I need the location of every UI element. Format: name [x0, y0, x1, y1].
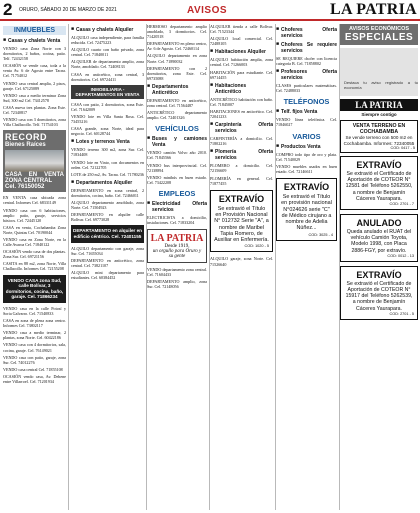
subcategory-heading: ■ Profesores Oferta servicios — [276, 68, 337, 82]
bullet-icon: ■ — [71, 138, 75, 145]
page-number: 2 — [3, 0, 13, 19]
ad-list — [276, 152, 337, 174]
classified-ad: ELECTRICISTA a domicilio, instalaciones. Cel. 71833204 — [147, 214, 207, 225]
bullet-icon: ■ — [147, 199, 151, 206]
ad-list — [210, 136, 273, 146]
ad-list — [3, 195, 66, 271]
promo-tagline: un orgullo para Oruro y su gente — [152, 249, 202, 260]
bullet-icon: ■ — [210, 121, 214, 128]
classified-ad: VENDO casa con 3 dormitorios, zona Villa Challacollo. Telf. 71754103 — [3, 117, 66, 128]
ad-list — [3, 46, 66, 127]
subcategory-heading: ■ Casas y chalets Alquiler — [71, 26, 134, 33]
classified-ad: ALQUILO local comercial. Cel. 72488105 — [210, 36, 273, 47]
column-5 — [276, 24, 337, 510]
notice-code: COD: 3025 - 4 — [308, 232, 333, 237]
lost-notice — [210, 190, 273, 253]
subcategory-heading: ■ Productos Venta — [276, 142, 321, 150]
category-heading: TELÉFONOS — [283, 97, 330, 107]
bullet-icon: ■ — [276, 41, 280, 47]
classified-ad: CASA en anticrético, zona central, 3 dormitorios. Cel. 69724411 — [71, 71, 144, 82]
classified-ad: ALQUILO departamento con garaje, zona Sur. Cel. 71655034 — [71, 245, 144, 256]
dateline: ORURO, SÁBADO 20 DE MARZO DE 2021 — [19, 7, 117, 13]
ad-list — [276, 117, 337, 127]
subcategory-heading: ■ Departamentos Alquiler — [71, 178, 133, 186]
subcategory-heading: ■ Choferes Se requiere servicios — [276, 41, 337, 54]
ad-list — [210, 57, 273, 79]
notice-code: COD: 2701 - 7 — [389, 202, 414, 207]
column-4 — [210, 24, 273, 510]
ad-list — [147, 150, 207, 185]
category-heading: EMPLEOS — [158, 188, 196, 198]
bullet-icon: ■ — [3, 37, 7, 43]
category-heading: VARIOS — [292, 131, 321, 141]
notice-title: ANULADO — [356, 218, 402, 229]
classified-ad: VENDO casa con 4 dormitorios, sala, cocina, garaje. Cel. 76149021 — [3, 342, 66, 353]
classified-ad: VENDO casa central amplia, 2 pisos, garaje. Cel. 67125089 — [3, 80, 66, 91]
column-divider — [68, 24, 69, 510]
classified-ad: LOTE de 250 m2, Av. Tacna. Cel. 71780236 — [71, 171, 144, 177]
classified-ad: ALQUILO garaje, zona Norte. Cel. 71526640 — [210, 256, 273, 267]
notice-code: COD: 1020 - 5 — [244, 244, 269, 249]
classified-ad: VENDO lote en Villa Santa Rosa. Cel. 73455216 — [71, 113, 144, 125]
classified-ad: DEPARTAMENTO en alquiler calle Bolívar. Cel. 69773028 — [71, 212, 144, 223]
notice-code: COD: 2701 - 5 — [389, 311, 414, 316]
ad-list — [147, 24, 207, 81]
classified-ad: VENDO casa con 6 habitaciones, amplio patio, garaje, servicios básicos. Cel. 72445120 — [3, 207, 66, 223]
classified-ad: ALQUILO mini departamento para estudiantes. Cel. 60384452 — [71, 269, 144, 280]
bullet-icon: ■ — [276, 26, 280, 32]
classified-ad: SE REQUIERE chofer con licencia categoría B. Cel. 71858802 — [276, 56, 337, 67]
classified-ad: VENDO casa con patio, garaje, zona Sur. Cel. 74012276 — [3, 354, 66, 365]
classified-ad: VENDO camión Volvo año 2010. Cel. 71845566 — [147, 150, 207, 161]
ad-list — [71, 147, 144, 176]
column-3 — [147, 24, 207, 510]
classified-ad: ANTICRÉTICO habitación con baño. Cel. 71845007 — [210, 96, 273, 107]
ad-list — [210, 256, 273, 266]
ad-list — [71, 35, 144, 82]
highlighted-ad: VENDO CASA zona Sud, calle Bolívar, 3 dormitorios, cocina, baño, garaje. Cel. 71866234 — [3, 275, 66, 303]
bullet-icon: ■ — [147, 135, 151, 142]
column-1 — [3, 24, 66, 510]
banner-label: AVISOS ECONÓMICOS — [348, 26, 410, 32]
classified-ad: DEPARTAMENTO en anticrético, zona central. Cel. 73821107 — [71, 257, 144, 268]
subcategory-heading: ■ Departamentos Anticrético — [147, 82, 189, 96]
classified-ad: CASA nueva tres plantas. Zona Este. Cel. 72340817 — [3, 104, 66, 116]
classified-ad: VENDO casa a medio terminar, 2 plantas, zona Norte. Cel. 60422186 — [3, 330, 66, 341]
category-heading: VEHÍCULOS — [155, 124, 199, 134]
classified-ad: PLOMERO a domicilio. Cel. 72156609 — [210, 163, 273, 174]
column-2 — [71, 24, 144, 510]
notice-body: Se extravió el Certificado de Aportación de COTEOR N° 15917 del Teléfono 5262539, a nombre de Benjamín Cáceres Yaurapara. — [345, 280, 413, 312]
subcategory-heading: ■ Telf. fijos Venta — [276, 108, 318, 116]
classified-ad: DEPARTAMENTO en pleno centro, Av. 6 de Agosto. Cel. 72460114 — [147, 41, 207, 52]
bullet-icon: ■ — [147, 82, 151, 89]
ad-list — [71, 102, 144, 137]
category-heading: INMUEBLES — [3, 26, 66, 35]
notice-title: EXTRAVÍO — [283, 181, 330, 192]
bullet-icon: ■ — [276, 108, 280, 115]
newspaper-logo: LA PATRIA — [329, 1, 417, 18]
subcategory-heading: ■ Lotes y terrenos Venta — [71, 138, 130, 146]
subcategory-heading: ■ Buses y camiones Venta — [147, 135, 207, 149]
classified-ad: CASA en venta, Cochabamba Zona Norte, Quintas Cel. 70190044 — [3, 224, 66, 235]
record-title: RECORD — [5, 132, 48, 143]
notice-title: EXTRAVÍO — [356, 160, 402, 170]
bullet-icon: ■ — [210, 81, 214, 88]
highlighted-ad: DEPARTAMENTO en alquiler en edificio céntrico. Cel. 72401155 — [71, 225, 144, 242]
ad-list — [210, 163, 273, 185]
classified-ad: HERMOSO departamento amplio amoblado, 3 dormitorios. Cel. 71420518 — [147, 24, 207, 40]
classified-ad: HABITACIÓN para estudiante. Cel. 69714455 — [210, 69, 273, 80]
header-divider — [0, 19, 420, 21]
classified-ad: EN VENTA casa ubicada zona central. Informes Cel. 68331149 — [3, 195, 66, 206]
ad-list — [276, 56, 337, 66]
classified-ad: OCASIÓN se vende casa, toda a la venta Av. 6 de Agosto entre Tacna. Cel. 71754012 — [3, 63, 66, 79]
classified-ad: ALQUILO casa independiente, para familia reducida. Cel. 72475223 — [71, 35, 144, 46]
ad-list — [147, 98, 207, 120]
notice-body: Queda anulado el RUAT del vehículo Camión Toyota, Modelo 1998, con Placa 2886-FGY, por extravío. — [346, 229, 412, 254]
newspaper-slogan: Siempre contigo — [361, 112, 397, 117]
subcategory-heading: ■ Electricidad Oferta servicios — [147, 199, 207, 213]
ad-list — [71, 188, 144, 223]
ad-list — [210, 24, 273, 46]
classified-ad: VENDO minibús en buen estado. Cel. 73422208 — [147, 174, 207, 185]
subcategory-heading: ■ Habitaciones Anticrético — [210, 81, 247, 95]
sale-code: COD: 0417 - 5 — [390, 146, 415, 150]
classified-ad: VENDO bus interprovincial. Cel. 72138894 — [147, 162, 207, 173]
ad-list — [71, 246, 144, 281]
sale-body: Se vende terreno con 500 m2 en Cochabamba. Informes: 72340055 — [343, 135, 415, 146]
bullet-icon: ■ — [210, 148, 214, 155]
bullet-icon: ■ — [210, 48, 214, 55]
classified-ad: VENDO terreno 300 m2, zona Sur. Cel. 71834408 — [71, 147, 144, 158]
notice-title: EXTRAVÍO — [356, 269, 402, 280]
section-title: AVISOS — [187, 5, 228, 16]
classified-ad: PLOMERÍA en general. Cel. 71877455 — [210, 175, 273, 186]
page-header — [0, 0, 420, 20]
classified-ad: DEPARTAMENTO con 2 dormitorios, zona Este. Cel. 69735088 — [147, 65, 207, 81]
record-caption: CASA EN VENTA ZONA CENTRAL — [5, 172, 64, 185]
classified-ad: VENDO departamento zona central. Cel. 71604433 — [147, 267, 207, 278]
classified-ad: ANTICRÉTICO departamento amplio. Cel. 72401326 — [147, 110, 207, 121]
notice-code: COD: 0012 - 13 — [387, 253, 414, 258]
classified-ad: DEPARTAMENTO en zona central, 2 dormitorios, cocina, baño. Cel. 72466011 — [71, 187, 144, 198]
subcategory-heading: ■ Habitaciones Alquiler — [210, 48, 266, 56]
classified-ad: CASA grande, zona Norte, ideal para negocio. Cel. 60128744 — [71, 126, 144, 137]
record-ad — [3, 130, 66, 192]
promo-image — [340, 48, 418, 96]
promo-text: Destaca tu aviso registrado a tu economía — [344, 80, 418, 90]
classified-ad: OCASIÓN vendo casa de dos plantas. Zona Sur. Cel. 69721156 — [3, 249, 66, 260]
promo-since: Desde 1919, — [164, 244, 190, 250]
ad-list — [3, 306, 66, 384]
classified-ad: DEPARTAMENTO en anticrético, zona central. Cel. 71564487 — [147, 97, 207, 109]
classified-ad: ALQUILO cuarto con baño privado, zona central. Cel. 71840011 — [71, 47, 144, 58]
bullet-icon: ■ — [276, 142, 280, 149]
classified-ad: VENDO línea telefónica. Cel. 71846027 — [276, 117, 337, 128]
classified-ad: COMPRO todo tipo de oro y plata. Cel. 71540029 — [276, 151, 337, 162]
ad-list — [147, 267, 207, 289]
subcategory-heading: ■ Casas y chalets Venta — [3, 37, 61, 44]
subcategory-heading: ■ Plomería Oferta servicios — [210, 148, 273, 162]
bullet-icon: ■ — [71, 26, 75, 32]
ad-list — [210, 97, 273, 119]
classified-ad: CLASES particulares matemáticas. Cel. 72488033 — [276, 83, 337, 94]
side-notice — [340, 214, 418, 262]
land-sale-ad — [340, 120, 418, 153]
banner-title: ESPECIALES — [344, 32, 414, 43]
special-ads-banner — [340, 24, 418, 45]
classified-ad: OCASIÓN vendo casa, Av. Dehene entre Villarroel. Cel. 71201934 — [3, 373, 66, 385]
classified-ad: VENDO lote en Vinto, con documentos en orden. Cel. 72122705 — [71, 159, 144, 170]
side-notice — [340, 156, 418, 210]
newspaper-promo — [147, 229, 207, 263]
column-6 — [340, 24, 418, 510]
classified-ad: VENDO casa en Zona Norte, en la Calle Avaroa Cel. 71840122 — [3, 236, 66, 248]
house-image — [5, 150, 64, 172]
classified-ad: CASA en zona de plena zona centro. Informes Cel. 73802117 — [3, 318, 66, 329]
side-notice — [340, 266, 418, 320]
bullet-icon: ■ — [276, 68, 280, 75]
classified-ad: ALQUILO departamento amoblado, zona Norte. Cel. 71504923 — [71, 199, 144, 211]
notice-body: Se extravió el Título en provisión nacional N°024626 serie "C" de Médico cirujano a nombre de Adelia Núñez... — [281, 193, 332, 232]
classified-ad: DEPARTAMENTO amplio, zona Sur. Cel. 72148056 — [147, 279, 207, 290]
lost-notice — [276, 178, 337, 241]
classified-ad: VENDO casa central Cel. 71855108 — [3, 366, 63, 372]
classified-ad: HABITACIONES en anticrético. Cel. 72041233 — [210, 108, 273, 120]
notice-body: Se extravió el Certificado de Aportación de COTEOR N° 12581 del Teléfono 5262550, a nombre de Benjamín Cáceres Yaurapara. — [345, 171, 413, 202]
record-phone: Cel. 76150052 — [5, 184, 45, 191]
ad-list — [147, 215, 207, 225]
notice-title: EXTRAVÍO — [218, 193, 265, 204]
classified-ad: ALQUILER tienda a calle Bolívar. Cel. 71523344 — [210, 24, 273, 35]
promo-logo: LA PATRIA — [150, 233, 204, 245]
newspaper-logo-banner: LA PATRIA — [340, 99, 418, 111]
classified-ad: CASITA en 88 m2, zona Norte, Villa Challacollo. Informes Cel. 72155208 — [3, 261, 66, 272]
classified-ad: ALQUILO departamento en zona Norte. Cel. 71890032 — [147, 53, 207, 64]
image-ad: INMOBILIARIA - DEPARTAMENTOS EN VENTA — [71, 85, 144, 99]
classified-ad: VENDO casa a medio terminar Zona Sud, 300 m2 Cel. 73412578 — [3, 92, 66, 103]
classified-ad: CASA con patio, 2 dormitorios, zona Este. Cel. 71642009 — [71, 101, 144, 112]
classified-ad: VENDO casa Zona Norte con 3 dormitorios, 2 baños, cocina, patio. Telf. 72432158 — [3, 46, 66, 62]
notice-body: Se extravió el Título en Provisión Nacional N° 012732 Serie "A", a nombre de Maribel Tapia Romero, de Auxiliar en Enfermería. — [214, 205, 269, 244]
subcategory-heading: ■ Choferes Oferta servicios — [276, 26, 337, 39]
record-subtitle: Bienes Raíces — [5, 142, 46, 149]
bullet-icon: ■ — [71, 178, 75, 185]
sale-title: VENTA TERRENO EN COCHABAMBA — [352, 123, 406, 135]
classified-ad: ALQUILO habitación amplia, zona central. Cel. 71266003 — [210, 57, 273, 68]
subcategory-heading: ■ Carpintería Oferta servicios — [210, 121, 273, 135]
ad-list — [276, 83, 337, 93]
classified-ad: CARPINTERÍA a domicilio. Cel. 71802216 — [210, 136, 273, 147]
classified-ad: ALQUILER de departamento amplio, zona Norte, amoblado. Cel. 72408133 — [71, 59, 144, 70]
classified-ad: VENDO muebles usados en buen estado. Cel. 72146611 — [276, 163, 337, 174]
classified-ad: VENDO casa en la calle Potosí y Soria Galvarro. Cel. 71540833 — [3, 305, 66, 316]
